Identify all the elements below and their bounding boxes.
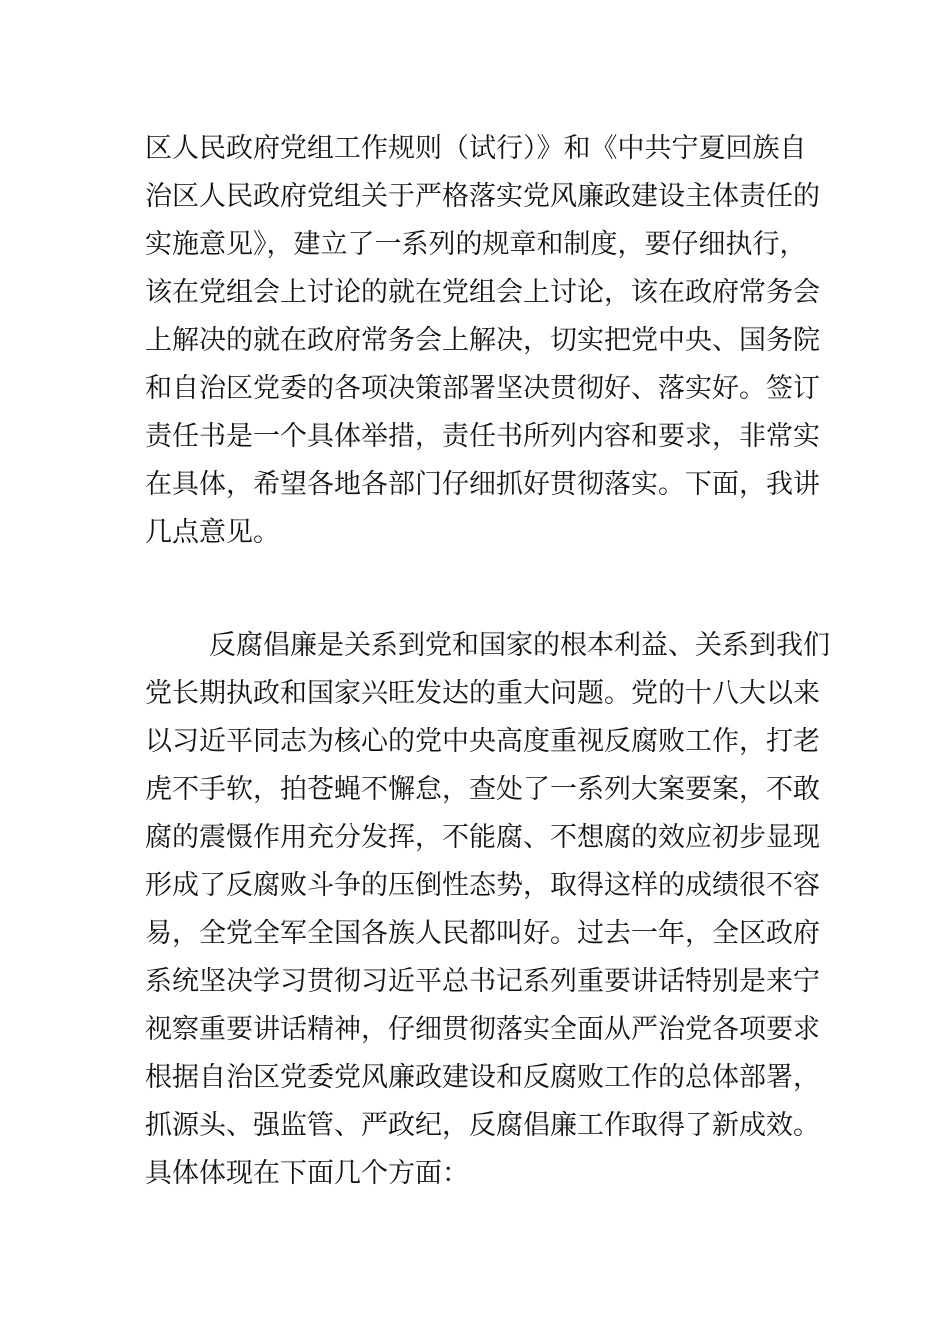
text-line-indented: 反腐倡廉是关系到党和国家的根本利益、关系到我们 [209, 630, 830, 661]
text-line: 和自治区党委的各项决策部署坚决贯彻好、落实好。签订 [145, 373, 820, 404]
text-line: 腐的震慑作用充分发挥，不能腐、不想腐的效应初步显现 [145, 822, 820, 853]
paragraph-continuation [145, 125, 820, 557]
text-line: 以习近平同志为核心的党中央高度重视反腐败工作，打老 [145, 726, 820, 757]
text-line: 该在党组会上讨论的就在党组会上讨论，该在政府常务会 [145, 277, 820, 308]
paragraph-anticorruption [145, 622, 830, 1198]
text-line: 形成了反腐败斗争的压倒性态势，取得这样的成绩很不容 [145, 870, 820, 901]
text-line: 具体体现在下面几个方面： [145, 1158, 469, 1189]
text-line: 根据自治区党委党风廉政建设和反腐败工作的总体部署， [145, 1062, 820, 1093]
text-line: 抓源头、强监管、严政纪，反腐倡廉工作取得了新成效。 [145, 1110, 820, 1141]
text-line: 党长期执政和国家兴旺发达的重大问题。党的十八大以来 [145, 678, 820, 709]
text-line: 易，全党全军全国各族人民都叫好。过去一年，全区政府 [145, 918, 820, 949]
text-line: 治区人民政府党组关于严格落实党风廉政建设主体责任的 [145, 181, 820, 212]
text-line: 上解决的就在政府常务会上解决，切实把党中央、国务院 [145, 325, 820, 356]
text-line: 在具体，希望各地各部门仔细抓好贯彻落实。下面，我讲 [145, 469, 820, 500]
text-line: 区人民政府党组工作规则（试行）》和《中共宁夏回族自 [145, 133, 807, 164]
text-line: 几点意见。 [145, 517, 280, 548]
text-line: 视察重要讲话精神，仔细贯彻落实全面从严治党各项要求 [145, 1014, 820, 1045]
text-line: 责任书是一个具体举措，责任书所列内容和要求，非常实 [145, 421, 820, 452]
text-line: 虎不手软，拍苍蝇不懈怠，查处了一系列大案要案，不敢 [145, 774, 820, 805]
text-line: 系统坚决学习贯彻习近平总书记系列重要讲话特别是来宁 [145, 966, 820, 997]
text-line: 实施意见》，建立了一系列的规章和制度，要仔细执行， [145, 229, 807, 260]
